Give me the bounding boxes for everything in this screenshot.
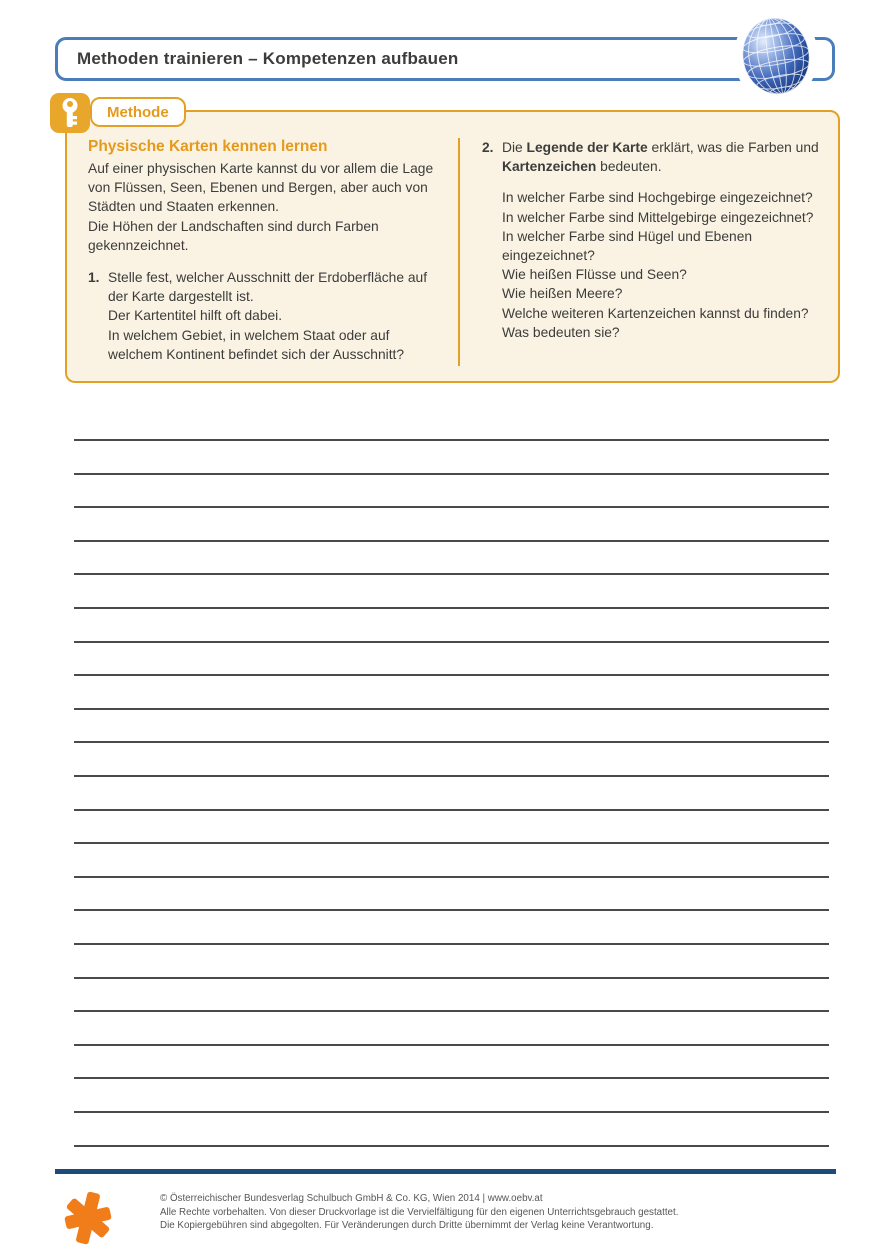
item-1-number: 1. [88,270,100,286]
question-line: Was bedeuten sie? [502,324,620,340]
method-box-columns [67,112,838,381]
method-heading: Physische Karten kennen lernen [88,138,328,155]
writing-line [74,573,829,575]
question-line: Welche weiteren Kartenzeichen kannst du finden? [502,305,809,321]
method-box-left-column [88,138,443,367]
writing-line [74,876,829,878]
numbered-item-2 [482,138,824,176]
writing-line [74,1111,829,1113]
writing-line [74,641,829,643]
question-line: In welcher Farbe sind Hochgebirge eingezeichnet? [502,190,813,206]
writing-line [74,741,829,743]
footer-line: © Österreichischer Bundesverlag Schulbuch GmbH & Co. KG, Wien 2014 | www.oebv.at [160,1193,543,1204]
text-segment: bedeuten. [596,159,662,175]
numbered-item-1 [88,268,443,364]
item-2-text [502,138,824,176]
oebv-asterisk-logo-icon [60,1188,116,1248]
item-1-line: In welchem Gebiet, in welchem Staat oder auf welchem Kontinent befindet sich der Ausschnitt? [108,327,405,362]
writing-line [74,540,829,542]
writing-line [74,1010,829,1012]
footer-line: Alle Rechte vorbehalten. Von dieser Druckvorlage ist die Vervielfältigung für den eigenen Unterrichtsgebrauch gestattet. [160,1206,679,1218]
item-1-line: Der Kartentitel hilft oft dabei. [108,308,283,324]
writing-line [74,1044,829,1046]
footer-copyright [160,1192,800,1233]
question-line: Wie heißen Flüsse und Seen? [502,267,687,283]
method-badge-label: Methode [107,103,169,121]
bold-text-segment: Legende der Karte [526,140,648,155]
bold-text-segment: Kartenzeichen [502,159,597,175]
writing-line [74,775,829,777]
writing-line [74,506,829,508]
writing-line [74,473,829,475]
writing-line [74,909,829,911]
header-title-bar [55,37,835,81]
method-box-right-column [460,138,824,367]
question-line: Wie heißen Meere? [502,286,623,302]
method-intro [88,159,443,255]
writing-line [74,809,829,811]
page-title: Methoden trainieren – Kompetenzen aufbauen [77,49,459,68]
footer-divider-bar [55,1169,836,1174]
writing-line [74,708,829,710]
writing-line [74,607,829,609]
writing-line [74,977,829,979]
question-line: In welcher Farbe sind Mittelgebirge eingezeichnet? [502,209,814,225]
intro-paragraph: Die Höhen der Landschaften sind durch Farben gekennzeichnet. [88,218,379,253]
writing-line [74,1077,829,1079]
method-box [65,103,840,383]
item-2-questions [482,188,824,342]
footer-line: Die Kopiergebühren sind abgegolten. Für Veränderungen durch Dritte übernimmt der Verlag keine Verantwortung. [160,1220,654,1231]
item-2-number: 2. [482,140,494,155]
question-line: In welcher Farbe sind Hügel und Ebenen eingezeichnet? [502,228,753,264]
writing-line [74,1145,829,1147]
writing-line [74,439,829,441]
writing-lines-area [74,439,829,1149]
intro-paragraph: Auf einer physischen Karte kannst du vor allem die Lage von Flüssen, Seen, Ebenen und Bergen, aber auch von Städten und Staaten erkennen. [88,161,434,215]
globe-icon [740,15,812,97]
item-1-text [108,268,443,364]
text-segment: erklärt, was die Farben und [647,140,819,155]
writing-line [74,674,829,676]
writing-line [74,842,829,844]
item-1-line: Stelle fest, welcher Ausschnitt der Erdoberfläche auf der Karte dargestellt ist. [108,270,428,305]
globe-icon-svg [740,15,812,97]
writing-line [74,943,829,945]
text-segment: Die [502,140,527,155]
